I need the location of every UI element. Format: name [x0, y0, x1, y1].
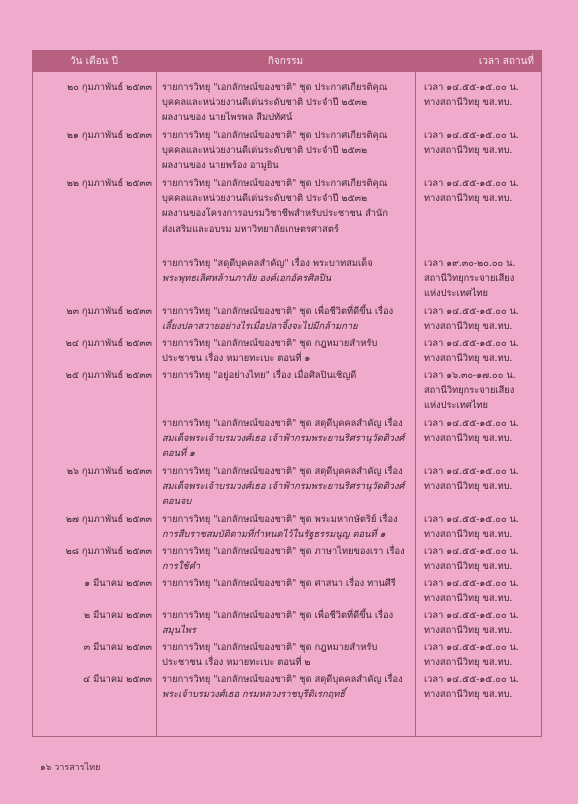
row-time-place	[424, 256, 542, 302]
row-time-place	[424, 512, 542, 542]
time-place-line: เวลา ๑๔.๕๕-๑๕.๐๐ น.	[424, 466, 519, 477]
time-place-line: ทางสถานีวิทยุ ขส.ทบ.	[424, 625, 513, 637]
time-place-line: ทางสถานีวิทยุ ขส.ทบ.	[424, 321, 513, 333]
activity-line: การใช้คำ	[162, 561, 201, 573]
activity-line: รายการวิทยุ "เอกลักษณ์ของชาติ" ชุด กฎหมายสำหรับ	[162, 642, 378, 653]
activity-line: รายการวิทยุ "เอกลักษณ์ของชาติ" ชุด ประกาศเกียรติคุณ	[162, 82, 388, 93]
activity-line: ประชาชน เรื่อง หมายทะเบะ ตอนที่ ๑	[162, 353, 311, 365]
activity-line: สมเด็จพระเจ้าบรมวงศ์เธอ เจ้าฟ้ากรมพระยานริศรานุวัดติวงศ์	[162, 433, 405, 445]
activity-line: พระพุทธเลิศหล้านภาลัย องค์เอกอัครศิลปิน	[162, 273, 332, 285]
header-activity: กิจกรรม	[267, 55, 304, 67]
row-time-place	[424, 336, 542, 366]
row-activity	[162, 368, 414, 383]
activity-line: ผลงานของ นายไพรพล สีมปทัศน์	[162, 112, 293, 124]
row-time-place	[424, 640, 542, 670]
row-time-place	[424, 304, 542, 334]
row-activity	[162, 416, 414, 462]
row-activity	[162, 640, 414, 670]
activity-line: รายการวิทยุ "เอกลักษณ์ของชาติ" ชุด สดุดีบุคคลสำคัญ เรื่อง	[162, 674, 403, 685]
time-place-line: ทางสถานีวิทยุ ขส.ทบ.	[424, 689, 513, 701]
row-time-place	[424, 128, 542, 158]
row-activity	[162, 80, 414, 126]
row-date: ๒๔ กุมภาพันธ์ ๒๕๓๓	[65, 338, 152, 349]
row-date: ๒๓ กุมภาพันธ์ ๒๕๓๓	[66, 306, 152, 317]
row-activity	[162, 672, 414, 702]
activity-line: รายการวิทยุ "เอกลักษณ์ของชาติ" ชุด พระมหากษัตริย์ เรื่อง	[162, 514, 398, 525]
activity-line: รายการวิทยุ "เอกลักษณ์ของชาติ" ชุด ภาษาไทยของเรา เรื่อง	[162, 546, 405, 557]
row-time-place	[424, 544, 542, 574]
time-place-line: เวลา ๑๔.๕๕-๑๕.๐๐ น.	[424, 130, 519, 141]
time-place-line: เวลา ๑๔.๕๕-๑๕.๐๐ น.	[424, 82, 519, 93]
activity-line: บุคคลและหน่วยงานดีเด่นระดับชาติ ประจำปี ๒๕๓๒	[162, 145, 368, 157]
row-date: ๒ มีนาคม ๒๕๓๓	[84, 610, 152, 621]
activity-line: ตอนที่ ๑	[162, 448, 195, 460]
activity-line: ตอนจบ	[162, 496, 192, 508]
header-date: วัน เดือน ปี	[70, 55, 118, 67]
row-activity	[162, 256, 414, 286]
time-place-line: แห่งประเทศไทย	[424, 288, 489, 300]
activity-line: เลี้ยงปลาสวายอย่างไรเมื่อปลาจิ้งจะไปมีกล้ามกาย	[162, 321, 358, 333]
time-place-line: ทางสถานีวิทยุ ขส.ทบ.	[424, 657, 513, 669]
row-time-place	[424, 176, 542, 206]
activity-line: สมุนไพร	[162, 625, 196, 637]
row-activity	[162, 128, 414, 174]
row-date: ๒๐ กุมภาพันธ์ ๒๕๓๓	[67, 82, 152, 93]
activity-line: รายการวิทยุ "เอกลักษณ์ของชาติ" ชุด ประกาศเกียรติคุณ	[162, 130, 388, 141]
time-place-line: ทางสถานีวิทยุ ขส.ทบ.	[424, 593, 513, 605]
activity-line: รายการวิทยุ "เอกลักษณ์ของชาติ" ชุด เพื่อชีวิตที่ดีขึ้น เรื่อง	[162, 610, 394, 621]
activity-line: รายการวิทยุ "เอกลักษณ์ของชาติ" ชุด เพื่อชีวิตที่ดีขึ้น เรื่อง	[162, 306, 394, 317]
row-time-place	[424, 368, 542, 414]
time-place-line: ทางสถานีวิทยุ ขส.ทบ.	[424, 529, 513, 541]
time-place-line: เวลา ๑๔.๕๕-๑๕.๐๐ น.	[424, 338, 519, 349]
time-place-line: สถานีวิทยุกระจายเสียง	[424, 385, 515, 397]
time-place-line: ทางสถานีวิทยุ ขส.ทบ.	[424, 561, 513, 573]
row-date: ๒๘ กุมภาพันธ์ ๒๕๓๓	[65, 546, 152, 557]
row-activity	[162, 464, 414, 510]
time-place-line: ทางสถานีวิทยุ ขส.ทบ.	[424, 481, 513, 493]
row-activity	[162, 304, 414, 334]
time-place-line: ทางสถานีวิทยุ ขส.ทบ.	[424, 353, 513, 365]
row-date: ๒๖ กุมภาพันธ์ ๒๕๓๓	[66, 466, 152, 477]
time-place-line: แห่งประเทศไทย	[424, 400, 489, 412]
row-time-place	[424, 416, 542, 446]
page-footer: ๑๖ วารสารไทย	[40, 763, 101, 773]
time-place-line: เวลา ๑๔.๕๕-๑๕.๐๐ น.	[424, 546, 519, 557]
activity-line: รายการวิทยุ "อยู่อย่างไทย" เรื่อง เมื่อศิลปินเชิญดี	[162, 370, 357, 381]
activity-line: การสืบราชสมบัติตามที่กำหนดไว้ในรัฐธรรมนูญ ตอนที่ ๑	[162, 529, 386, 541]
row-date: ๒๕ กุมภาพันธ์ ๒๕๓๓	[65, 370, 152, 381]
row-time-place	[424, 576, 542, 606]
activity-line: ผลงานของโครงการอบรมวิชาชีพสำหรับประชาชน สำนัก	[162, 208, 388, 220]
time-place-line: ทางสถานีวิทยุ ขส.ทบ.	[424, 97, 513, 109]
time-place-line: เวลา ๑๔.๕๕-๑๕.๐๐ น.	[424, 306, 519, 317]
row-activity	[162, 176, 414, 237]
time-place-line: เวลา ๑๖.๓๐-๑๗.๐๐ น.	[424, 370, 516, 381]
row-date: ๓ มีนาคม ๒๕๓๓	[83, 642, 152, 653]
time-place-line: สถานีวิทยุกระจายเสียง	[424, 273, 515, 285]
row-activity	[162, 576, 414, 591]
time-place-line: ทางสถานีวิทยุ ขส.ทบ.	[424, 193, 513, 205]
time-place-line: เวลา ๑๔.๕๕-๑๕.๐๐ น.	[424, 578, 519, 589]
time-place-line: ทางสถานีวิทยุ ขส.ทบ.	[424, 145, 513, 157]
row-time-place	[424, 672, 542, 702]
time-place-line: เวลา ๑๔.๕๕-๑๕.๐๐ น.	[424, 674, 519, 685]
activity-line: ประชาชน เรื่อง หมายทะเบะ ตอนที่ ๒	[162, 657, 311, 669]
header-time-place: เวลา สถานที่	[478, 55, 534, 67]
time-place-line: เวลา ๑๔.๕๕-๑๕.๐๐ น.	[424, 642, 519, 653]
activity-line: รายการวิทยุ "เอกลักษณ์ของชาติ" ชุด สดุดีบุคคลสำคัญ เรื่อง	[162, 418, 403, 429]
activity-line: บุคคลและหน่วยงานดีเด่นระดับชาติ ประจำปี ๒๕๓๒	[162, 193, 368, 205]
row-date: ๒๑ กุมภาพันธ์ ๒๕๓๓	[66, 130, 152, 141]
row-date: ๒๗ กุมภาพันธ์ ๒๕๓๓	[65, 514, 152, 525]
row-date: ๒๒ กุมภาพันธ์ ๒๕๓๓	[66, 178, 152, 189]
row-activity	[162, 512, 414, 542]
activity-line: รายการวิทยุ "เอกลักษณ์ของชาติ" ชุด สดุดีบุคคลสำคัญ เรื่อง	[162, 466, 403, 477]
activity-line: ผลงานของ นายพร้อง อามูยิน	[162, 160, 279, 172]
row-date: ๔ มีนาคม ๒๕๓๓	[83, 674, 152, 685]
time-place-line: เวลา ๑๙.๓๐-๒๐.๐๐ น.	[424, 258, 516, 269]
activity-line: บุคคลและหน่วยงานดีเด่นระดับชาติ ประจำปี ๒๕๓๒	[162, 97, 368, 109]
row-time-place	[424, 464, 542, 494]
row-activity	[162, 544, 414, 574]
activity-line: สมเด็จพระเจ้าบรมวงศ์เธอ เจ้าฟ้ากรมพระยานริศรานุวัดติวงศ์	[162, 481, 405, 493]
activity-line: รายการวิทยุ "เอกลักษณ์ของชาติ" ชุด ประกาศเกียรติคุณ	[162, 178, 388, 189]
column-divider	[415, 72, 416, 737]
row-activity	[162, 336, 414, 366]
activity-line: รายการวิทยุ "เอกลักษณ์ของชาติ" ชุด กฎหมายสำหรับ	[162, 338, 378, 349]
row-time-place	[424, 608, 542, 638]
time-place-line: เวลา ๑๔.๕๕-๑๕.๐๐ น.	[424, 178, 519, 189]
time-place-line: เวลา ๑๔.๕๕-๑๕.๐๐ น.	[424, 610, 519, 621]
time-place-line: ทางสถานีวิทยุ ขส.ทบ.	[424, 433, 513, 445]
activity-line: รายการวิทยุ "สดุดีบุคคลสำคัญ" เรื่อง พระบาทสมเด็จ	[162, 258, 373, 269]
column-divider	[156, 72, 157, 737]
row-activity	[162, 608, 414, 638]
activity-line: ส่งเสริมและอบรม มหาวิทยาลัยเกษตรศาสตร์	[162, 223, 339, 235]
time-place-line: เวลา ๑๔.๕๕-๑๕.๐๐ น.	[424, 418, 519, 429]
activity-line: รายการวิทยุ "เอกลักษณ์ของชาติ" ชุด ศาสนา เรื่อง ทานศีรี	[162, 578, 396, 589]
row-time-place	[424, 80, 542, 110]
time-place-line: เวลา ๑๔.๕๕-๑๕.๐๐ น.	[424, 514, 519, 525]
activity-line: พระเจ้าบรมวงศ์เธอ กรมหลวงราชบุรีดิเรกฤทธิ์	[162, 689, 346, 701]
row-date: ๑ มีนาคม ๒๕๓๓	[84, 578, 152, 589]
